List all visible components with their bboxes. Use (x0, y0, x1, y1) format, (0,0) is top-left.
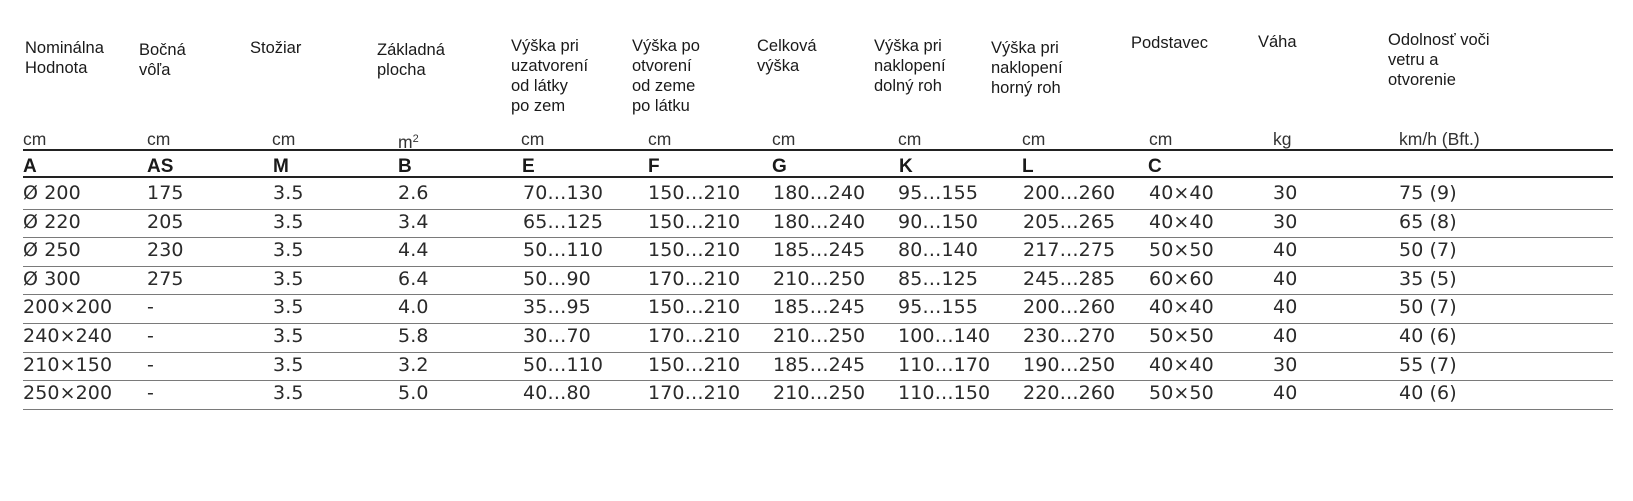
table-cell: 175 (147, 182, 184, 204)
table-cell: 190…250 (1023, 353, 1116, 376)
column-unit (1022, 129, 1045, 149)
table-cell: 200×200 (23, 296, 113, 319)
table-cell: 90…150 (898, 210, 979, 233)
column-header: Celková výška (757, 37, 817, 75)
table-cell: 170…210 (648, 382, 741, 405)
table-cell: 40 (6) (1399, 325, 1457, 347)
table-cell: 40×40 (1149, 296, 1214, 319)
row-divider (23, 237, 1613, 238)
row-divider (23, 266, 1613, 267)
table-cell: 50…90 (523, 267, 591, 290)
table-cell: 250×200 (23, 382, 113, 405)
table-cell: 170…210 (648, 267, 741, 290)
row-divider (23, 380, 1613, 381)
table-cell: 60×60 (1149, 267, 1214, 290)
table-cell: - (147, 353, 154, 376)
column-unit (23, 129, 46, 149)
table-row (23, 354, 1613, 383)
unit-text: cm (1149, 129, 1173, 149)
table-cell: Ø 250 (23, 239, 81, 262)
column-symbol: K (899, 156, 913, 177)
table-cell: 50…110 (523, 239, 604, 262)
table-cell: 50…110 (523, 353, 604, 376)
column-header: Výška pri uzatvorení od látky po zem (511, 37, 589, 115)
column-symbol: F (648, 156, 660, 177)
column-header: Základná plocha (377, 41, 445, 79)
table-cell: 40 (1273, 325, 1298, 347)
table-cell: 210×150 (23, 353, 113, 376)
column-unit (772, 129, 795, 149)
table-cell: 220…260 (1023, 382, 1116, 405)
table-cell: 50 (7) (1399, 296, 1457, 319)
column-symbol: M (273, 156, 289, 177)
table-row (23, 182, 1613, 211)
table-cell: Ø 300 (23, 267, 81, 290)
table-cell: - (147, 325, 154, 347)
column-header: Odolnosť voči vetru a otvorenie (1388, 31, 1490, 89)
table-cell: 35…95 (523, 296, 591, 319)
table-cell: 200…260 (1023, 182, 1116, 204)
table-cell: 50×50 (1149, 239, 1214, 262)
table-cell: 180…240 (773, 182, 866, 204)
header-bottom-rule (23, 176, 1613, 178)
column-unit (398, 129, 419, 152)
table-cell: 50 (7) (1399, 239, 1457, 262)
column-unit (648, 129, 671, 149)
column-symbol: L (1022, 156, 1034, 177)
table-cell: Ø 220 (23, 210, 81, 233)
unit-text: cm (147, 129, 171, 149)
row-divider (23, 352, 1613, 353)
table-cell: 170…210 (648, 325, 741, 347)
row-divider (23, 323, 1613, 324)
table-cell: 230 (147, 239, 184, 262)
table-row (23, 382, 1613, 411)
table-cell: 30…70 (523, 325, 591, 347)
column-symbol: B (398, 156, 412, 177)
table-cell: 3.2 (398, 353, 429, 376)
table-cell: 3.5 (273, 296, 304, 319)
table-cell: 3.5 (273, 239, 304, 262)
unit-text: cm (898, 129, 922, 149)
column-unit (898, 129, 921, 149)
column-unit (147, 129, 170, 149)
table-cell: 40×40 (1149, 210, 1214, 233)
table-cell: 217…275 (1023, 239, 1116, 262)
unit-text: cm (521, 129, 545, 149)
table-cell: 3.5 (273, 182, 304, 204)
table-cell: 50×50 (1149, 382, 1214, 405)
table-cell: Ø 200 (23, 182, 81, 204)
column-unit (1149, 129, 1172, 149)
table-row (23, 268, 1613, 297)
table-cell: 245…285 (1023, 267, 1116, 290)
unit-text: cm (648, 129, 672, 149)
unit-text: m (398, 132, 413, 152)
row-divider (23, 209, 1613, 210)
table-cell: 75 (9) (1399, 182, 1457, 204)
table-cell: 30 (1273, 353, 1298, 376)
table-cell: 40 (1273, 296, 1298, 319)
table-cell: 65 (8) (1399, 210, 1457, 233)
unit-text: kg (1273, 129, 1292, 149)
table-cell: 3.4 (398, 210, 429, 233)
table-cell: 5.0 (398, 382, 429, 405)
column-unit (1273, 129, 1291, 149)
table-cell: 275 (147, 267, 184, 290)
table-cell: 50×50 (1149, 325, 1214, 347)
table-row (23, 211, 1613, 240)
column-header: Nominálna Hodnota (25, 39, 104, 77)
column-unit (521, 129, 544, 149)
table-cell: 4.0 (398, 296, 429, 319)
table-cell: 150…210 (648, 239, 741, 262)
column-symbol: G (772, 156, 787, 177)
table-cell: 180…240 (773, 210, 866, 233)
column-unit (1399, 129, 1480, 149)
table-cell: 55 (7) (1399, 353, 1457, 376)
table-cell: 30 (1273, 210, 1298, 233)
table-cell: 185…245 (773, 239, 866, 262)
table-cell: 4.4 (398, 239, 429, 262)
column-symbol: C (1148, 156, 1162, 177)
table-cell: 210…250 (773, 325, 866, 347)
table-cell: 40×40 (1149, 353, 1214, 376)
table-row (23, 325, 1613, 354)
table-cell: 205 (147, 210, 184, 233)
table-cell: 240×240 (23, 325, 113, 347)
table-cell: 6.4 (398, 267, 429, 290)
table-cell: 30 (1273, 182, 1298, 204)
table-cell: 80…140 (898, 239, 979, 262)
unit-text: cm (772, 129, 796, 149)
table-cell: 185…245 (773, 353, 866, 376)
unit-text: cm (23, 129, 47, 149)
table-cell: 3.5 (273, 325, 304, 347)
table-row (23, 239, 1613, 268)
table-cell: 185…245 (773, 296, 866, 319)
table-cell: 35 (5) (1399, 267, 1457, 290)
table-cell: - (147, 382, 154, 405)
header-top-rule (23, 149, 1613, 151)
unit-text: cm (1022, 129, 1046, 149)
spec-table (23, 0, 1613, 501)
table-cell: 40 (1273, 267, 1298, 290)
table-cell: - (147, 296, 154, 319)
column-symbol: E (522, 156, 535, 177)
table-cell: 150…210 (648, 296, 741, 319)
table-cell: 150…210 (648, 353, 741, 376)
unit-text: km/h (Bft.) (1399, 129, 1480, 149)
table-cell: 3.5 (273, 382, 304, 405)
table-cell: 95…155 (898, 296, 979, 319)
table-cell: 110…150 (898, 382, 991, 405)
column-header: Váha (1258, 33, 1297, 51)
table-cell: 40 (1273, 382, 1298, 405)
table-cell: 110…170 (898, 353, 991, 376)
column-unit (272, 129, 295, 149)
table-cell: 100…140 (898, 325, 991, 347)
table-cell: 5.8 (398, 325, 429, 347)
table-cell: 2.6 (398, 182, 429, 204)
column-symbol: AS (147, 156, 174, 177)
column-header: Bočná vôľa (139, 41, 186, 79)
table-cell: 205…265 (1023, 210, 1116, 233)
table-cell: 150…210 (648, 182, 741, 204)
table-cell: 150…210 (648, 210, 741, 233)
column-symbol: A (23, 156, 37, 177)
table-cell: 85…125 (898, 267, 979, 290)
unit-superscript: 2 (412, 133, 419, 145)
table-cell: 40×40 (1149, 182, 1214, 204)
table-cell: 70…130 (523, 182, 604, 204)
column-header: Podstavec (1131, 34, 1209, 52)
table-cell: 3.5 (273, 353, 304, 376)
table-cell: 3.5 (273, 267, 304, 290)
column-header: Výška pri naklopení dolný roh (874, 37, 946, 95)
table-cell: 40 (6) (1399, 382, 1457, 405)
table-cell: 40 (1273, 239, 1298, 262)
column-header: Výška pri naklopení horný roh (991, 39, 1063, 97)
table-cell: 210…250 (773, 382, 866, 405)
row-divider (23, 294, 1613, 295)
table-cell: 200…260 (1023, 296, 1116, 319)
table-cell: 210…250 (773, 267, 866, 290)
table-row (23, 296, 1613, 325)
row-divider (23, 409, 1613, 410)
table-cell: 95…155 (898, 182, 979, 204)
table-cell: 65…125 (523, 210, 604, 233)
table-cell: 3.5 (273, 210, 304, 233)
table-cell: 40…80 (523, 382, 591, 405)
column-header: Výška po otvorení od zeme po látku (632, 37, 700, 115)
unit-text: cm (272, 129, 296, 149)
table-cell: 230…270 (1023, 325, 1116, 347)
column-header: Stožiar (250, 39, 302, 57)
